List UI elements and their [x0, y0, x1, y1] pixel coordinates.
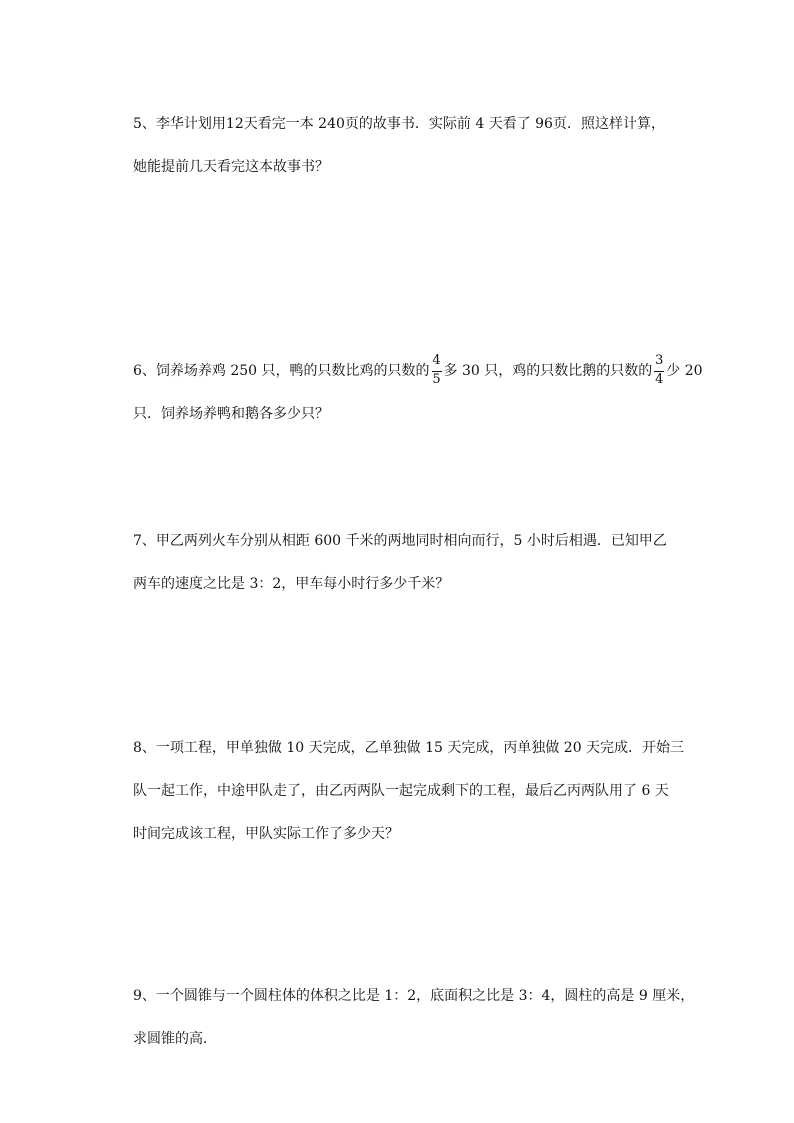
- problem-8-line-3: 时间完成该工程，甲队实际工作了多少天？: [133, 826, 399, 842]
- problem-6-text-a: 6、饲养场养鸡 250 只，鸭的只数比鸡的只数的: [133, 363, 430, 379]
- problem-7-line-1: 7、甲乙两列火车分别从相距 600 千米的两地同时相向而行，5 小时后相遇．已知甲乙: [133, 533, 667, 549]
- problem-9-line-1: 9、一个圆锥与一个圆柱体的体积之比是 1：2，底面积之比是 3：4，圆柱的高是 9 厘米，: [133, 988, 695, 1004]
- problem-9-line-2: 求圆锥的高．: [133, 1031, 217, 1047]
- fraction-four-fifths: [431, 351, 443, 391]
- fraction-three-quarters: [653, 351, 665, 391]
- problem-6-line-1: [133, 351, 703, 391]
- fraction-numerator: 3: [655, 353, 664, 368]
- problem-7-line-2: 两车的速度之比是 3：2，甲车每小时行多少千米？: [133, 576, 450, 592]
- problem-6-text-b: 多 30 只，鸡的只数比鹅的只数的: [443, 363, 653, 379]
- problem-6-text-c: 少 20: [666, 363, 703, 379]
- problem-6-line-2: 只．饲养场养鸭和鹅各多少只？: [133, 406, 329, 422]
- problem-5-line-2: 她能提前几天看完这本故事书？: [133, 159, 329, 175]
- problem-5-line-1: 5、李华计划用12天看完一本 240页的故事书．实际前 4 天看了 96页．照这样计算，: [133, 116, 665, 132]
- fraction-denominator: 5: [432, 372, 441, 387]
- problem-8-line-2: 队一起工作，中途甲队走了，由乙丙两队一起完成剩下的工程，最后乙丙两队用了 6 天: [133, 783, 669, 799]
- fraction-numerator: 4: [432, 353, 441, 368]
- problem-8-line-1: 8、一项工程，甲单独做 10 天完成，乙单独做 15 天完成，丙单独做 20 天完成．开始三: [133, 740, 685, 756]
- fraction-denominator: 4: [655, 372, 664, 387]
